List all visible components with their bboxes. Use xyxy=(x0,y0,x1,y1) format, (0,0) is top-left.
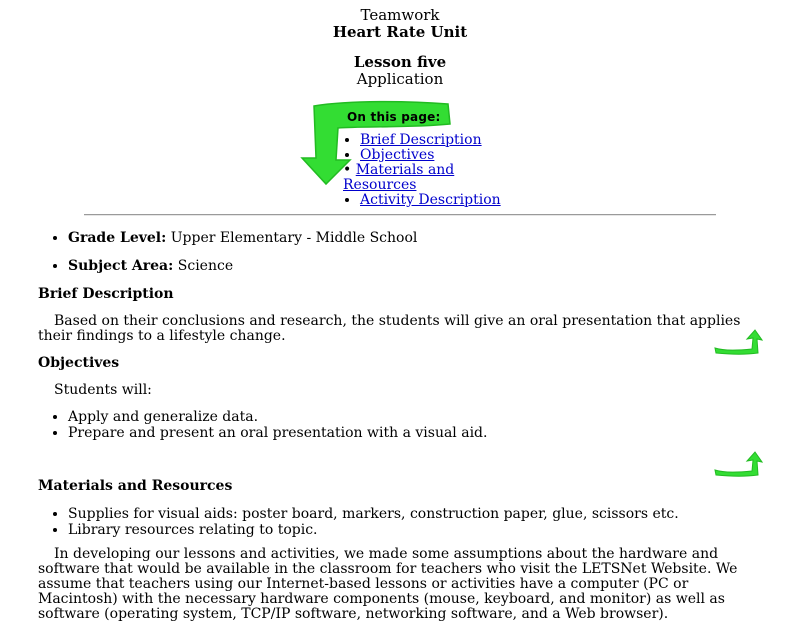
lesson-number: Lesson five xyxy=(353,53,447,71)
brief-description-heading: Brief Description xyxy=(38,286,174,302)
subject-area-list xyxy=(50,258,788,274)
objectives-heading: Objectives xyxy=(38,355,120,371)
material-item: • Supplies for visual aids: poster board, markers, construction paper, glue, scissors etc. xyxy=(68,506,788,522)
objectives-list xyxy=(50,409,788,441)
objective-item: • Apply and generalize data. xyxy=(68,409,788,425)
toc-item xyxy=(360,133,520,148)
unit-title: Heart Rate Unit xyxy=(332,23,468,41)
horizontal-divider xyxy=(84,214,716,216)
table-of-contents xyxy=(343,133,520,208)
materials-list xyxy=(50,506,788,538)
toc-item xyxy=(360,193,520,208)
toc-item: • Materials and Resources xyxy=(343,162,455,193)
subject-area-label: Subject Area: xyxy=(68,258,174,274)
grade-level-label: Grade Level: xyxy=(68,230,167,246)
subject-area-item xyxy=(68,258,788,274)
toc-link-activity-description[interactable]: Activity Description xyxy=(360,192,501,208)
toc-link-brief-description[interactable]: Brief Description xyxy=(360,132,482,148)
toc-item xyxy=(360,148,520,163)
brief-description-text: Based on their conclusions and research, the students will give an oral presentation that applies their findings to a lifestyle change. xyxy=(38,313,741,344)
material-item: • Library resources relating to topic. xyxy=(68,522,788,538)
toc-link-objectives[interactable]: Objectives xyxy=(360,147,435,163)
back-to-top-arrow-icon[interactable] xyxy=(712,450,764,480)
objective-item: • Prepare and present an oral presentation with a visual aid. xyxy=(68,425,788,441)
objectives-intro: Students will: xyxy=(54,382,152,398)
grade-level-list xyxy=(50,230,788,246)
toc-link-materials-and-resources[interactable]: Materials and Resources xyxy=(343,162,455,193)
grade-level-value: Upper Elementary - Middle School xyxy=(166,230,418,246)
materials-heading: Materials and Resources xyxy=(38,478,233,494)
grade-level-item xyxy=(68,230,788,246)
unit-theme: Teamwork xyxy=(360,6,440,24)
on-this-page-title: On this page: xyxy=(347,110,441,124)
subject-area-value: Science xyxy=(173,258,234,274)
back-to-top-arrow-icon[interactable] xyxy=(712,328,764,358)
assumptions-paragraph: In developing our lessons and activities, we made some assumptions about the hardware and software that would be available in the classroom for teachers who visit the LETSNet Website. We assume that teachers using our Internet-based lessons or activities have a computer (PC or Macintosh) with the necessary hardware components (mouse, keyboard, and monitor) as well as software (operating system, TCP/IP software, networking software, and a Web browser). xyxy=(38,546,738,622)
lesson-type: Application xyxy=(356,70,444,88)
